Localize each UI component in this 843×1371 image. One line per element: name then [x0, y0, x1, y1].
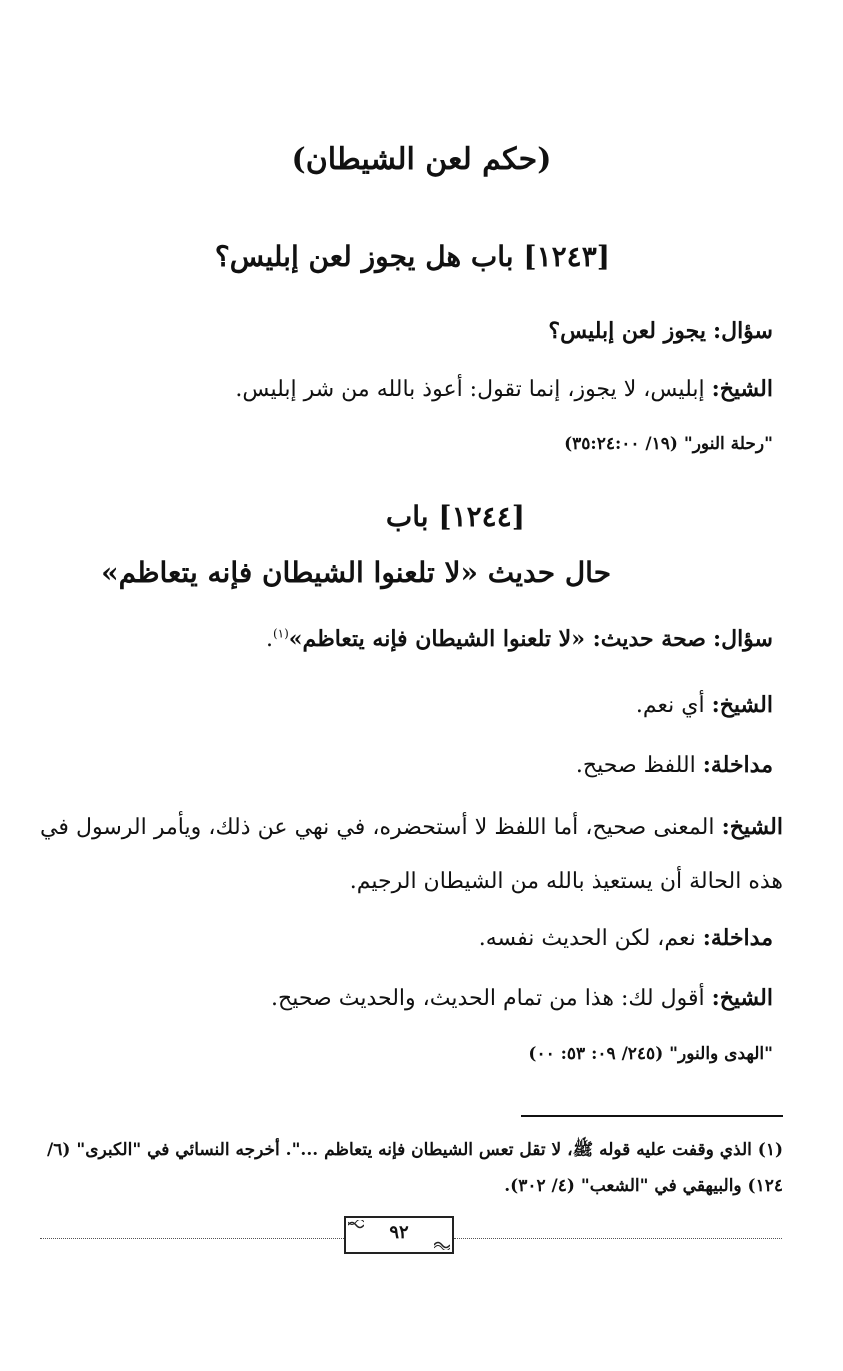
source-citation-1244: "الهدى والنور" (٢٤٥/ ٠٩: ٥٣: ٠٠): [528, 1044, 773, 1064]
speaker-text: أقول لك: هذا من تمام الحديث، والحديث صحيح.: [271, 986, 705, 1011]
answer-text: إبليس، لا يجوز، إنما تقول: أعوذ بالله من شر إبليس.: [235, 377, 705, 402]
footnote-separator: [521, 1115, 783, 1117]
page-number: ٩٢: [389, 1222, 409, 1243]
page-rule-left: [40, 1238, 344, 1239]
answer-label: الشيخ:: [711, 376, 773, 402]
question-1243: [548, 318, 773, 344]
page-rule-right: [454, 1238, 782, 1239]
exchange-2: [576, 752, 773, 778]
answer-1243: [235, 376, 773, 402]
chapter-heading-1244-line2: حال حديث «لا تلعنوا الشيطان فإنه يتعاظم»: [101, 556, 611, 589]
speaker-label: الشيخ:: [721, 814, 783, 840]
page-number-frame: [344, 1216, 454, 1254]
exchange-5: [271, 985, 773, 1011]
question-label: سؤال:: [712, 318, 773, 344]
source-citation-1243: "رحلة النور" (١٩/ ٣٥:٢٤:٠٠): [564, 434, 773, 454]
exchange-3: [40, 800, 783, 909]
chapter-heading-1244-line1: [١٢٤٤] باب: [385, 500, 525, 533]
speaker-label: مداخلة:: [702, 752, 773, 778]
question-1244: [266, 626, 773, 652]
question-label: سؤال:: [712, 626, 773, 652]
footnote-mark: (١): [272, 626, 289, 641]
section-title: (حكم لعن الشيطان): [291, 142, 552, 177]
speaker-text: المعنى صحيح، أما اللفظ لا أستحضره، في نهي عن ذلك، ويأمر الرسول في هذه الحالة أن يستعيذ بالله من الشيطان الرجيم.: [40, 815, 783, 894]
question-end: .: [265, 627, 273, 652]
speaker-label: مداخلة:: [702, 925, 773, 951]
speaker-label: الشيخ:: [711, 985, 773, 1011]
speaker-text: نعم، لكن الحديث نفسه.: [478, 926, 696, 951]
chapter-heading-1243: [١٢٤٣] باب هل يجوز لعن إبليس؟: [214, 240, 610, 273]
speaker-text: أي نعم.: [635, 693, 705, 718]
question-text: صحة حديث: «لا تلعنوا الشيطان فإنه يتعاظم»: [288, 626, 706, 652]
speaker-text: اللفظ صحيح.: [575, 753, 696, 778]
exchange-4: [479, 925, 773, 951]
exchange-1: [636, 692, 773, 718]
speaker-label: الشيخ:: [711, 692, 773, 718]
footnote: (١) الذي وقفت عليه قوله ﷺ، لا تقل تعس الشيطان فإنه يتعاظم ...". أخرجه النسائي في "الكبرى" (٦/ ١٢٤) والبيهقي في "الشعب" (٤/ ٣٠٢).: [47, 1140, 783, 1196]
question-text: يجوز لعن إبليس؟: [548, 318, 706, 344]
